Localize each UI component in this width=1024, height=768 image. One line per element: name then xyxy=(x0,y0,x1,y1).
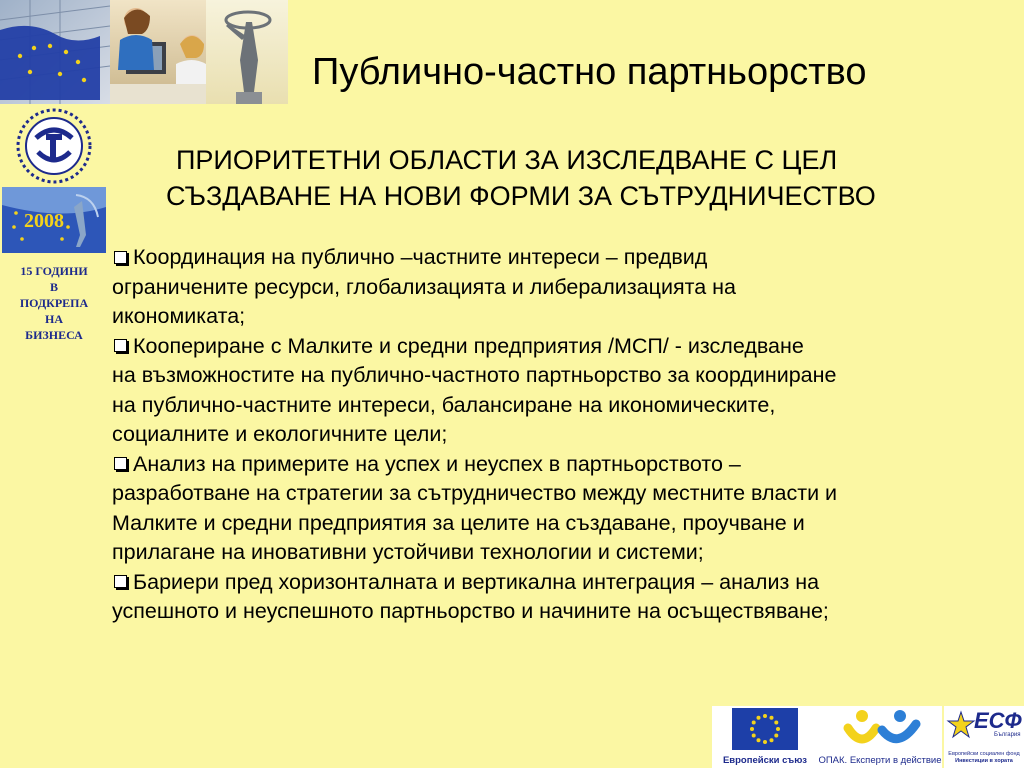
esf-title: ЕСФ xyxy=(974,708,1022,733)
yambol-emblem-icon xyxy=(2,108,106,184)
eu-logo xyxy=(712,706,818,768)
bullet-item-line xyxy=(112,273,992,303)
esf-star-icon xyxy=(946,710,976,740)
esf-logo xyxy=(944,706,1024,768)
bullet-text: Анализ на примерите на успех и неуспех в партньорството – xyxy=(133,451,741,476)
checkbox-bullet-icon xyxy=(114,251,127,264)
sidebar-caption-line: БИЗНЕСА xyxy=(25,328,83,342)
sidebar-caption xyxy=(4,263,104,343)
bullet-text: разработване на стратегии за сътрудничество между местните власти и xyxy=(112,481,838,505)
esf-country: България xyxy=(994,732,1021,738)
bullet-item-line xyxy=(112,391,992,421)
subtitle-line: ПРИОРИТЕТНИ ОБЛАСТИ ЗА ИЗСЛЕДВАНЕ С ЦЕЛ xyxy=(176,145,838,175)
bullet-text: Бариери пред хоризонталната и вертикална интеграция – анализ на xyxy=(133,569,820,594)
header-photo-image xyxy=(0,0,288,104)
page-title: Публично-частно партньорство xyxy=(312,51,867,93)
bullet-item-line xyxy=(112,509,992,539)
bullet-text: икономиката; xyxy=(112,304,246,328)
bullet-text: социалните и екологичните цели; xyxy=(112,422,448,446)
bullet-item-line xyxy=(112,361,992,391)
bullet-text: Коопериране с Малките и средни предприятия /МСП/ - изследване xyxy=(133,333,804,358)
sidebar-caption-line: 15 ГОДИНИ xyxy=(20,264,88,278)
sidebar-caption-line: ПОДКРЕПА xyxy=(19,296,89,310)
bullet-item-line xyxy=(112,479,992,509)
section-subtitle xyxy=(150,142,1010,214)
bullet-item-line xyxy=(112,243,992,273)
bullet-text: ограничените ресурси, глобализацията и либерализацията на xyxy=(112,274,736,299)
bullet-text: Координация на публично –частните интереси – предвид xyxy=(133,245,708,269)
bullet-text: прилагане на иновативни устойчиви технологии и системи; xyxy=(112,540,704,564)
opak-caption: ОПАК. Експерти в действие xyxy=(818,755,942,766)
eu-caption: Европейски съюз xyxy=(722,755,808,766)
bullet-text: Малките и средни предприятия за целите на създаване, проучване и xyxy=(112,510,805,535)
bullet-item-line xyxy=(112,568,992,598)
bullet-item-line xyxy=(112,420,992,450)
esf-caption xyxy=(944,751,1024,765)
sidebar-caption-line: В xyxy=(49,280,58,294)
bullet-text: на публично-частните интереси, балансиране на икономическите, xyxy=(112,392,776,417)
checkbox-bullet-icon xyxy=(114,457,127,470)
bullet-text: на възможностите на публично-частното партньорство за координиране xyxy=(112,363,837,387)
bullet-item-line xyxy=(112,450,992,480)
anniversary-emblem-icon xyxy=(2,187,106,253)
checkbox-bullet-icon xyxy=(114,339,127,352)
bullet-text: успешното и неуспешното партньорство и начините на осъществяване; xyxy=(112,599,829,623)
subtitle-line: СЪЗДАВАНЕ НА НОВИ ФОРМИ ЗА СЪТРУДНИЧЕСТВО xyxy=(166,181,876,211)
bullet-item-line xyxy=(112,332,992,362)
esf-caption-line: Европейски социален фонд xyxy=(948,751,1020,757)
opak-logo xyxy=(818,706,942,768)
year-badge-label: 2008 xyxy=(24,210,64,232)
bullet-item-line xyxy=(112,302,992,332)
checkbox-bullet-icon xyxy=(114,575,127,588)
opak-emblem-icon xyxy=(818,706,942,754)
eu-flag-icon xyxy=(732,708,798,750)
bullet-item-line xyxy=(112,597,992,627)
header-photo-collage xyxy=(0,0,288,104)
yambol-logo xyxy=(2,108,106,184)
sidebar-caption-line: НА xyxy=(45,312,63,326)
bullet-list xyxy=(112,243,992,627)
anniversary-2008-badge xyxy=(2,187,106,253)
bullet-item-line xyxy=(112,538,992,568)
esf-caption-line: Инвестиции в хората xyxy=(955,758,1013,764)
